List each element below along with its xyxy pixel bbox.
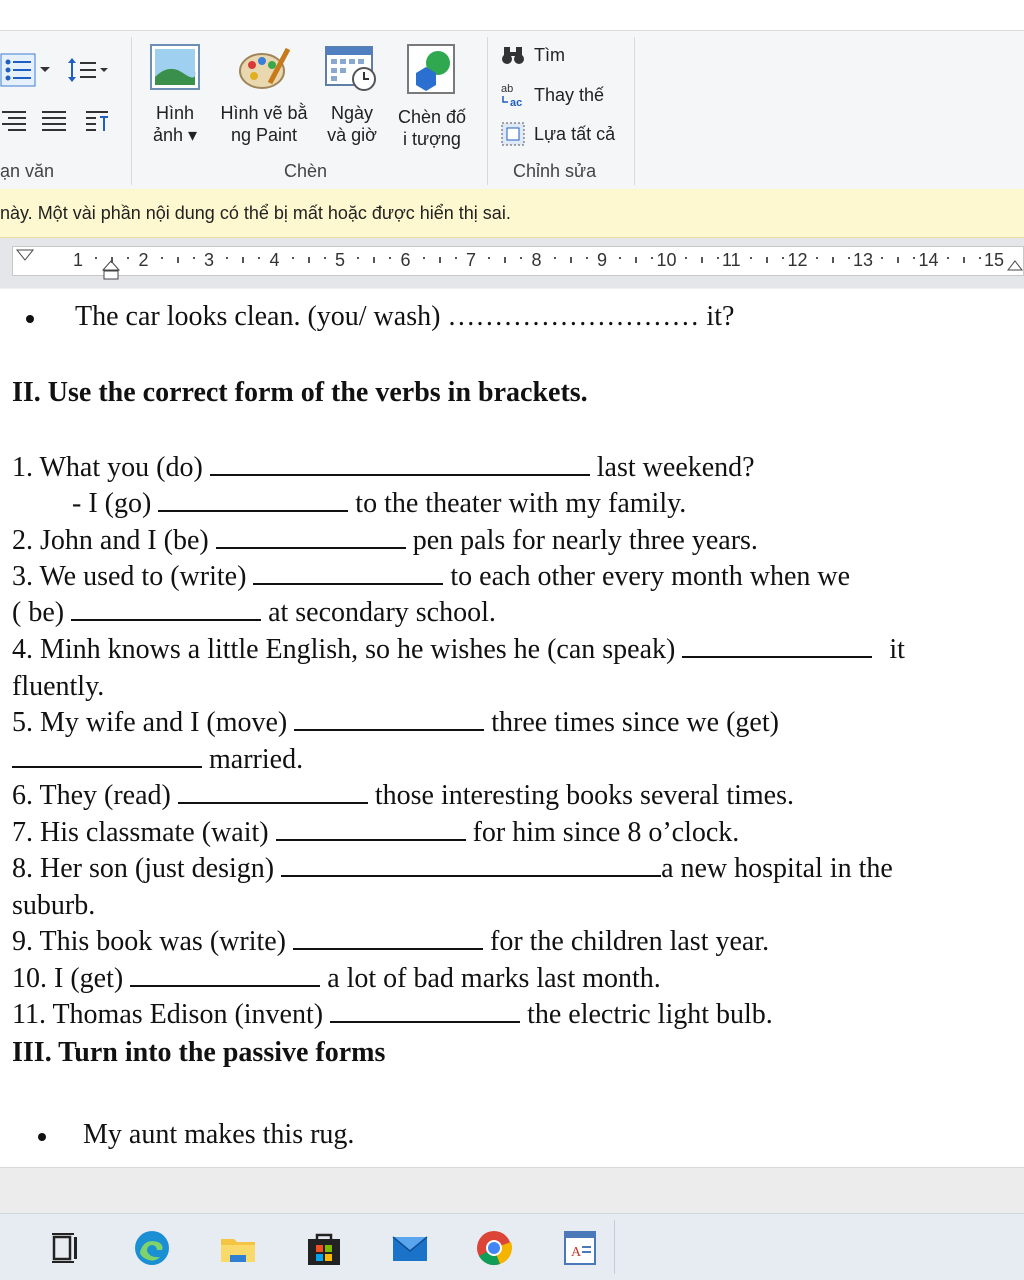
doc-text: to the theater with my family. — [355, 488, 687, 519]
doc-text: 6. They (read) — [12, 780, 171, 811]
ruler-tick — [324, 257, 326, 259]
date-time-label-2: và giờ — [327, 125, 377, 145]
doc-text: it? — [706, 301, 735, 332]
insert-picture-label: Hình — [155, 103, 195, 123]
doc-text: last weekend? — [596, 452, 755, 483]
replace-icon — [500, 81, 526, 109]
bullet-dot — [26, 315, 34, 323]
exercise-line-1b — [72, 488, 686, 520]
exercise-line-10 — [12, 963, 661, 995]
exercise-line-3b — [12, 597, 496, 629]
ruler-tick — [832, 257, 834, 263]
ruler-number: 6 — [400, 250, 411, 270]
compatibility-warning-bar — [0, 189, 1024, 238]
ruler-number: 7 — [466, 250, 477, 270]
exercise-line-9 — [12, 926, 769, 958]
ruler-number: 4 — [269, 250, 280, 270]
ruler-tick — [292, 257, 294, 259]
answer-blank[interactable] — [276, 817, 466, 841]
svg-text:A: A — [571, 1245, 582, 1260]
doc-text: 8. Her son (just design) — [12, 853, 275, 884]
insert-object-label: Chèn đố — [397, 107, 467, 127]
section-heading-3: III. Turn into the passive forms — [12, 1037, 386, 1068]
date-time-label: Ngày — [330, 103, 374, 123]
partial-bullet-line — [26, 301, 734, 333]
exercise-line-6 — [12, 780, 794, 812]
doc-text: to each other every month when we — [450, 561, 851, 592]
ruler-tick — [226, 257, 228, 259]
edge-icon[interactable] — [132, 1228, 172, 1268]
doc-text: 5. My wife and I (move) — [12, 707, 288, 738]
answer-blank[interactable] — [210, 452, 590, 476]
ruler-tick — [947, 257, 949, 259]
doc-text: 9. This book was (write) — [12, 926, 286, 957]
select-all-icon — [500, 121, 526, 147]
bullet-line-last — [38, 1119, 354, 1151]
ruler-tick — [554, 257, 556, 259]
ruler-number: 14 — [918, 250, 939, 270]
paragraph-button[interactable] — [84, 107, 112, 138]
align-right-button[interactable] — [0, 107, 28, 138]
ruler-number: 9 — [597, 250, 608, 270]
doc-text: 7. His classmate (wait) — [12, 817, 269, 848]
date-time-icon — [324, 43, 380, 91]
taskbar — [0, 1213, 1024, 1280]
exercise-line-4b: fluently. — [12, 671, 105, 702]
insert-object-button[interactable] — [390, 43, 474, 150]
ruler-tick — [389, 257, 391, 259]
ruler-number: 10 — [656, 250, 677, 270]
answer-blank[interactable] — [293, 926, 483, 950]
paint-drawing-label: Hình vẽ bằ — [220, 103, 308, 123]
ruler-tick — [95, 257, 97, 259]
select-all-button[interactable] — [500, 121, 615, 147]
exercise-line-7 — [12, 817, 739, 849]
ruler-tick — [423, 257, 425, 259]
ruler-tick — [766, 257, 768, 263]
select-all-label: Lựa tất cả — [534, 123, 616, 144]
doc-text: at secondary school. — [268, 597, 496, 628]
ruler-tick — [963, 257, 965, 263]
answer-blank[interactable] — [216, 525, 406, 549]
ruler-tick — [520, 257, 522, 259]
answer-blank[interactable] — [682, 634, 872, 658]
line-spacing-icon — [66, 55, 110, 85]
svg-text:ac: ac — [510, 97, 523, 109]
doc-text: ( be) — [12, 597, 65, 628]
exercise-line-1 — [12, 452, 755, 484]
doc-text: for the children last year. — [490, 926, 770, 957]
exercise-line-8b: suburb. — [12, 890, 96, 921]
doc-text: 11. Thomas Edison (invent) — [12, 999, 324, 1030]
doc-text: 4. Minh knows a little English, so he wishes he (can speak) — [12, 634, 676, 665]
document-page[interactable] — [0, 289, 1024, 1167]
first-line-indent-icon[interactable] — [15, 248, 37, 264]
edit-group-label: Chỉnh sửa — [513, 161, 597, 181]
bullet-list-icon — [0, 53, 52, 87]
answer-blank[interactable] — [158, 488, 348, 512]
binoculars-icon — [500, 43, 526, 67]
ruler-number: 13 — [853, 250, 874, 270]
doc-dots: ……………………… — [447, 301, 700, 332]
paint-icon — [236, 43, 292, 91]
ruler-tick — [782, 257, 784, 259]
ruler-tick — [373, 257, 375, 263]
doc-text: the electric light bulb. — [527, 999, 773, 1030]
ruler-tick — [913, 257, 915, 259]
exercise-line-5 — [12, 707, 779, 739]
document-bottom-area — [0, 1167, 1024, 1214]
doc-text: - I (go) — [72, 488, 152, 519]
exercise-line-2 — [12, 525, 758, 557]
ruler-tick — [127, 257, 129, 259]
exercise-line-3 — [12, 561, 850, 593]
ruler-tick — [439, 257, 441, 263]
doc-text: those interesting books several times. — [374, 780, 794, 811]
doc-text: 1. What you (do) — [12, 452, 203, 483]
ruler-tick — [685, 257, 687, 259]
doc-text: it — [889, 634, 905, 665]
insert-group-label: Chèn — [284, 161, 328, 181]
bullet-dot — [38, 1133, 46, 1141]
doc-text: married. — [209, 744, 304, 775]
object-icon — [404, 43, 460, 95]
ruler-tick — [848, 257, 850, 259]
answer-blank[interactable] — [281, 853, 661, 877]
ribbon — [0, 30, 1024, 190]
ruler-number: 2 — [138, 250, 149, 270]
ruler-number: 11 — [722, 250, 741, 270]
paragraph-group-label: ạn văn — [0, 161, 55, 181]
date-time-button[interactable] — [322, 43, 382, 146]
bullets-button[interactable] — [0, 53, 52, 92]
doc-text: 2. John and I (be) — [12, 525, 209, 556]
ruler-number: 5 — [335, 250, 346, 270]
replace-label: Thay thế — [534, 84, 605, 105]
answer-blank[interactable] — [130, 963, 320, 987]
title-strip — [0, 0, 1024, 30]
ruler-number: 1 — [73, 250, 84, 270]
answer-blank[interactable] — [253, 561, 443, 585]
find-label: Tìm — [534, 44, 565, 65]
ruler-number: 8 — [531, 250, 542, 270]
ruler[interactable] — [0, 238, 1024, 288]
paint-drawing-button[interactable] — [214, 43, 314, 146]
ruler-tick — [242, 257, 244, 263]
svg-text:ab: ab — [501, 83, 514, 95]
exercise-line-5b — [12, 744, 303, 776]
doc-text: 10. I (get) — [12, 963, 124, 994]
answer-blank[interactable] — [178, 780, 368, 804]
ruler-tick — [258, 257, 260, 259]
ruler-number: 15 — [984, 250, 1005, 270]
warning-message: này. Một vài phần nội dung có thể bị mất hoặc được hiển thị sai. — [0, 203, 511, 223]
ruler-tick — [193, 257, 195, 259]
ruler-track[interactable] — [12, 246, 1024, 276]
ruler-tick — [881, 257, 883, 259]
doc-text: for him since 8 o’clock. — [472, 817, 740, 848]
find-button[interactable] — [500, 43, 565, 67]
align-right-icon — [0, 107, 28, 133]
ruler-tick — [586, 257, 588, 259]
ruler-tick — [308, 257, 310, 263]
ruler-tick — [897, 257, 899, 263]
insert-object-label-2: i tượng — [403, 129, 461, 149]
ruler-tick — [619, 257, 621, 259]
picture-icon — [149, 43, 201, 91]
ruler-tick — [570, 257, 572, 263]
answer-blank[interactable] — [71, 597, 261, 621]
exercise-line-4 — [12, 634, 905, 666]
answer-blank[interactable] — [330, 999, 520, 1023]
wordpad-icon[interactable] — [560, 1228, 600, 1268]
doc-text: a new hospital in the — [661, 853, 893, 884]
ruler-tick — [357, 257, 359, 259]
right-indent-icon[interactable] — [1007, 259, 1023, 275]
paint-drawing-label-2: ng Paint — [230, 125, 298, 145]
ribbon-separator — [634, 37, 635, 185]
chrome-icon[interactable] — [474, 1228, 514, 1268]
insert-picture-label-2: ảnh ▾ — [152, 125, 198, 145]
doc-text: 3. We used to (write) — [12, 561, 247, 592]
ruler-tick — [504, 257, 506, 263]
replace-button[interactable] — [500, 81, 604, 109]
ruler-tick — [455, 257, 457, 259]
doc-text: pen pals for nearly three years. — [412, 525, 758, 556]
ribbon-separator — [131, 37, 132, 185]
ruler-tick — [488, 257, 490, 259]
file-explorer-icon[interactable] — [218, 1228, 258, 1268]
insert-picture-button[interactable] — [146, 43, 204, 146]
exercise-line-8 — [12, 853, 893, 885]
ruler-tick — [750, 257, 752, 259]
doc-text: My aunt makes this rug. — [83, 1119, 355, 1150]
ruler-tick — [177, 257, 179, 263]
doc-text: The car looks clean. (you/ wash) — [75, 301, 441, 332]
store-icon[interactable] — [304, 1228, 344, 1268]
mail-icon[interactable] — [390, 1228, 430, 1268]
doc-text: a lot of bad marks last month. — [327, 963, 661, 994]
ruler-tick — [635, 257, 637, 263]
ruler-tick — [816, 257, 818, 259]
ribbon-separator — [487, 37, 488, 185]
paragraph-icon — [84, 107, 112, 133]
line-spacing-button[interactable] — [66, 55, 110, 90]
justify-button[interactable] — [40, 107, 68, 138]
task-view-icon[interactable] — [48, 1228, 88, 1268]
doc-text: three times since we (get) — [491, 707, 779, 738]
ruler-number: 3 — [204, 250, 215, 270]
ruler-tick — [161, 257, 163, 259]
ruler-number: 12 — [787, 250, 808, 270]
ruler-tick — [701, 257, 703, 263]
ruler-tick — [717, 257, 719, 259]
answer-blank[interactable] — [294, 707, 484, 731]
ruler-tick — [111, 257, 113, 263]
ruler-tick — [651, 257, 653, 259]
ruler-tick — [979, 257, 981, 259]
exercise-line-11 — [12, 999, 773, 1031]
justify-icon — [40, 107, 68, 133]
answer-blank[interactable] — [12, 744, 202, 768]
taskbar-separator — [614, 1220, 615, 1274]
section-heading-2: II. Use the correct form of the verbs in brackets. — [12, 377, 588, 408]
